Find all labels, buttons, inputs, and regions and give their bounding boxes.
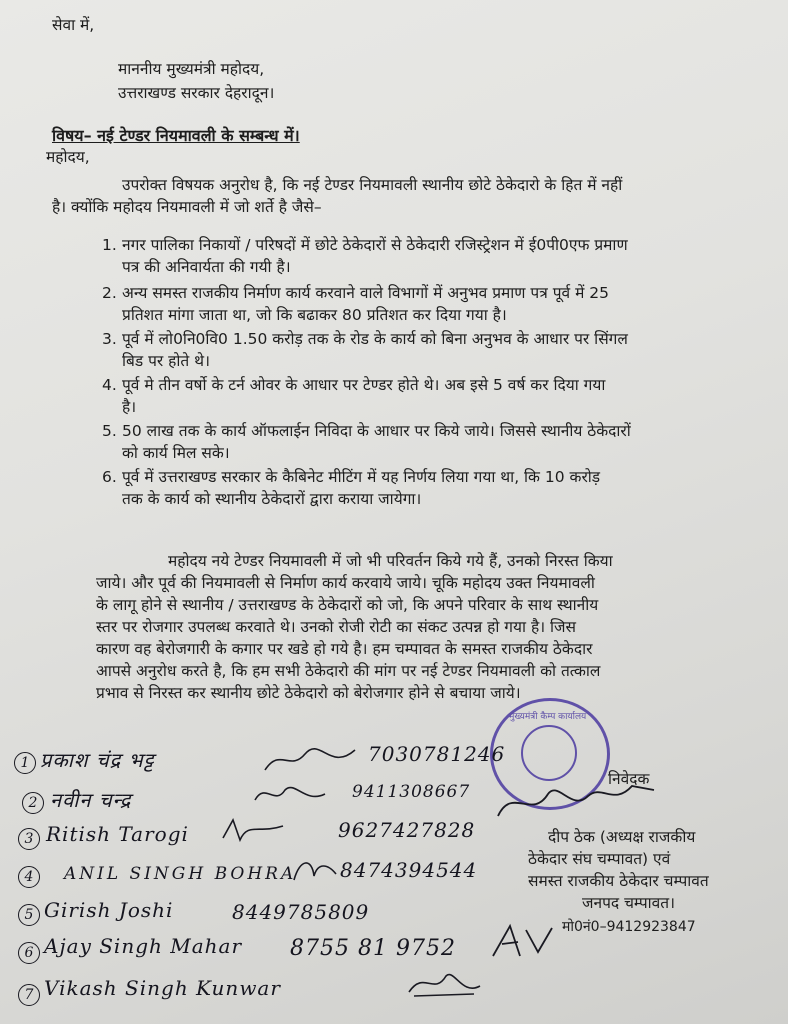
sender-line-1: दीप ठेक (अध्यक्ष राजकीय bbox=[548, 828, 696, 846]
point-2-line-2: प्रतिशत मांगा जाता था, जो कि बढाकर 80 प्रतिशत कर दिया गया है। bbox=[122, 306, 507, 324]
closing-line-7: प्रभाव से निरस्त कर स्थानीय छोटे ठेकेदारो को बेरोजगार होने से बचाया जाये। bbox=[96, 684, 521, 702]
point-5-number: 5. bbox=[102, 422, 117, 440]
signatory-3-name: Ritish Tarogi bbox=[46, 822, 189, 846]
point-1-line-2: पत्र की अनिवार्यता की गयी है। bbox=[122, 258, 291, 276]
closing-line-2: जाये। और पूर्व की नियमावली से निर्माण कार्य करवाये जाये। चूकि महोदय उक्त नियमावली bbox=[96, 574, 595, 592]
greeting: महोदय, bbox=[46, 148, 90, 166]
point-6-line-2: तक के कार्य को स्थानीय ठेकेदारों द्वारा कराया जायेगा। bbox=[122, 490, 422, 508]
signature-6 bbox=[488, 922, 558, 962]
signatory-4-name: ANIL SINGH BOHRA bbox=[64, 864, 297, 884]
sender-title: निवेदक bbox=[608, 770, 650, 788]
point-4-line-2: है। bbox=[122, 398, 137, 416]
recipient-line-1: माननीय मुख्यमंत्री महोदय, bbox=[118, 60, 265, 78]
president-signature bbox=[492, 776, 662, 826]
point-1-number: 1. bbox=[102, 236, 117, 254]
point-4-line-1: पूर्व मे तीन वर्षो के टर्न ओवर के आधार पर टेण्डर होते थे। अब इसे 5 वर्ष कर दिया गया bbox=[122, 376, 606, 394]
sender-phone: मो0नं0–9412923847 bbox=[562, 919, 696, 935]
closing-line-6: आपसे अनुरोध करते है, कि हम सभी ठेकेदारो की मांग पर नई टेण्डर नियमावली को तत्काल bbox=[96, 662, 601, 680]
signatory-2-number: 2 bbox=[22, 792, 44, 814]
signatory-6-number: 6 bbox=[18, 942, 40, 964]
signature-7 bbox=[404, 966, 484, 1002]
stamp-text: मुख्यमंत्री कैम्प कार्यालय bbox=[509, 712, 587, 722]
signature-3 bbox=[218, 816, 288, 846]
signatory-6-phone: 8755 81 9752 bbox=[290, 936, 456, 961]
signatory-5-number: 5 bbox=[18, 904, 40, 926]
sender-line-2: ठेकेदार संघ चम्पावत) एवं bbox=[528, 850, 671, 868]
signatory-1-number: 1 bbox=[14, 752, 36, 774]
signatory-2-phone: 9411308667 bbox=[352, 782, 471, 802]
signatory-3-number: 3 bbox=[18, 828, 40, 850]
signatory-3-phone: 9627427828 bbox=[338, 818, 476, 842]
signatory-5-name: Girish Joshi bbox=[44, 898, 174, 922]
point-2-line-1: अन्य समस्त राजकीय निर्माण कार्य करवाने वाले विभागों में अनुभव प्रमाण पत्र पूर्व में 25 bbox=[122, 284, 609, 302]
signatory-5-phone: 8449785809 bbox=[232, 900, 370, 924]
signatory-1-phone: 7030781246 bbox=[368, 742, 506, 766]
point-3-line-1: पूर्व में लो0नि0वि0 1.50 करोड़ तक के रोड के कार्य को बिना अनुभव के आधार पर सिंगल bbox=[122, 330, 628, 348]
subject-line: विषय– नई टेण्डर नियमावली के सम्बन्ध में। bbox=[52, 126, 300, 145]
recipient-line-2: उत्तराखण्ड सरकार देहरादून। bbox=[118, 84, 275, 102]
salutation: सेवा में, bbox=[52, 16, 95, 34]
stamp-emblem bbox=[521, 725, 577, 781]
point-1-line-1: नगर पालिका निकायों / परिषदों में छोटे ठेकेदारों से ठेकेदारी रजिस्ट्रेशन में ई0पी0एफ प्रमाण bbox=[122, 236, 628, 254]
closing-line-5: कारण वह बेरोजगारी के कगार पर खडे हो गये है। हम चम्पावत के समस्त राजकीय ठेकेदार bbox=[96, 640, 593, 658]
point-3-line-2: बिड पर होते थे। bbox=[122, 352, 210, 370]
closing-line-1: महोदय नये टेण्डर नियमावली में जो भी परिवर्तन किये गये हैं, उनको निरस्त किया bbox=[168, 552, 613, 570]
intro-line-1: उपरोक्त विषयक अनुरोध है, कि नई टेण्डर नियमावली स्थानीय छोटे ठेकेदारो के हित में नहीं bbox=[122, 176, 623, 194]
point-6-number: 6. bbox=[102, 468, 117, 486]
signatory-7-name: Vikash Singh Kunwar bbox=[44, 976, 281, 1000]
signatory-2-name: नवीन चन्द्र bbox=[50, 788, 132, 812]
sender-line-3: समस्त राजकीय ठेकेदार चम्पावत bbox=[528, 872, 709, 890]
signature-2 bbox=[250, 780, 330, 810]
signatory-4-phone: 8474394544 bbox=[340, 858, 478, 882]
signature-4 bbox=[290, 856, 340, 886]
point-4-number: 4. bbox=[102, 376, 117, 394]
closing-line-4: स्तर पर रोजगार उपलब्ध करवाते थे। उनको रोजी रोटी का संकट उत्पन्न हो गया है। जिस bbox=[96, 618, 576, 636]
point-5-line-2: को कार्य मिल सके। bbox=[122, 444, 230, 462]
signatory-1-name: प्रकाश चंद्र भट्ट bbox=[40, 748, 155, 772]
signatory-4-number: 4 bbox=[18, 866, 40, 888]
point-5-line-1: 50 लाख तक के कार्य ऑफलाईन निविदा के आधार पर किये जाये। जिससे स्थानीय ठेकेदारों bbox=[122, 422, 631, 440]
closing-line-3: के लागू होने से स्थानीय / उत्तराखण्ड के ठेकेदारों को जो, कि अपने परिवार के साथ स्थानीय bbox=[96, 596, 599, 614]
point-2-number: 2. bbox=[102, 284, 117, 302]
sender-line-4: जनपद चम्पावत। bbox=[582, 894, 675, 912]
signature-1 bbox=[260, 742, 360, 778]
signatory-6-name: Ajay Singh Mahar bbox=[44, 934, 243, 958]
point-3-number: 3. bbox=[102, 330, 117, 348]
signatory-7-number: 7 bbox=[18, 984, 40, 1006]
intro-line-2: है। क्योंकि महोदय नियमावली में जो शर्ते है जैसे– bbox=[52, 198, 322, 216]
point-6-line-1: पूर्व में उत्तराखण्ड सरकार के कैबिनेट मीटिंग में यह निर्णय लिया गया था, कि 10 करोड़ bbox=[122, 468, 601, 486]
